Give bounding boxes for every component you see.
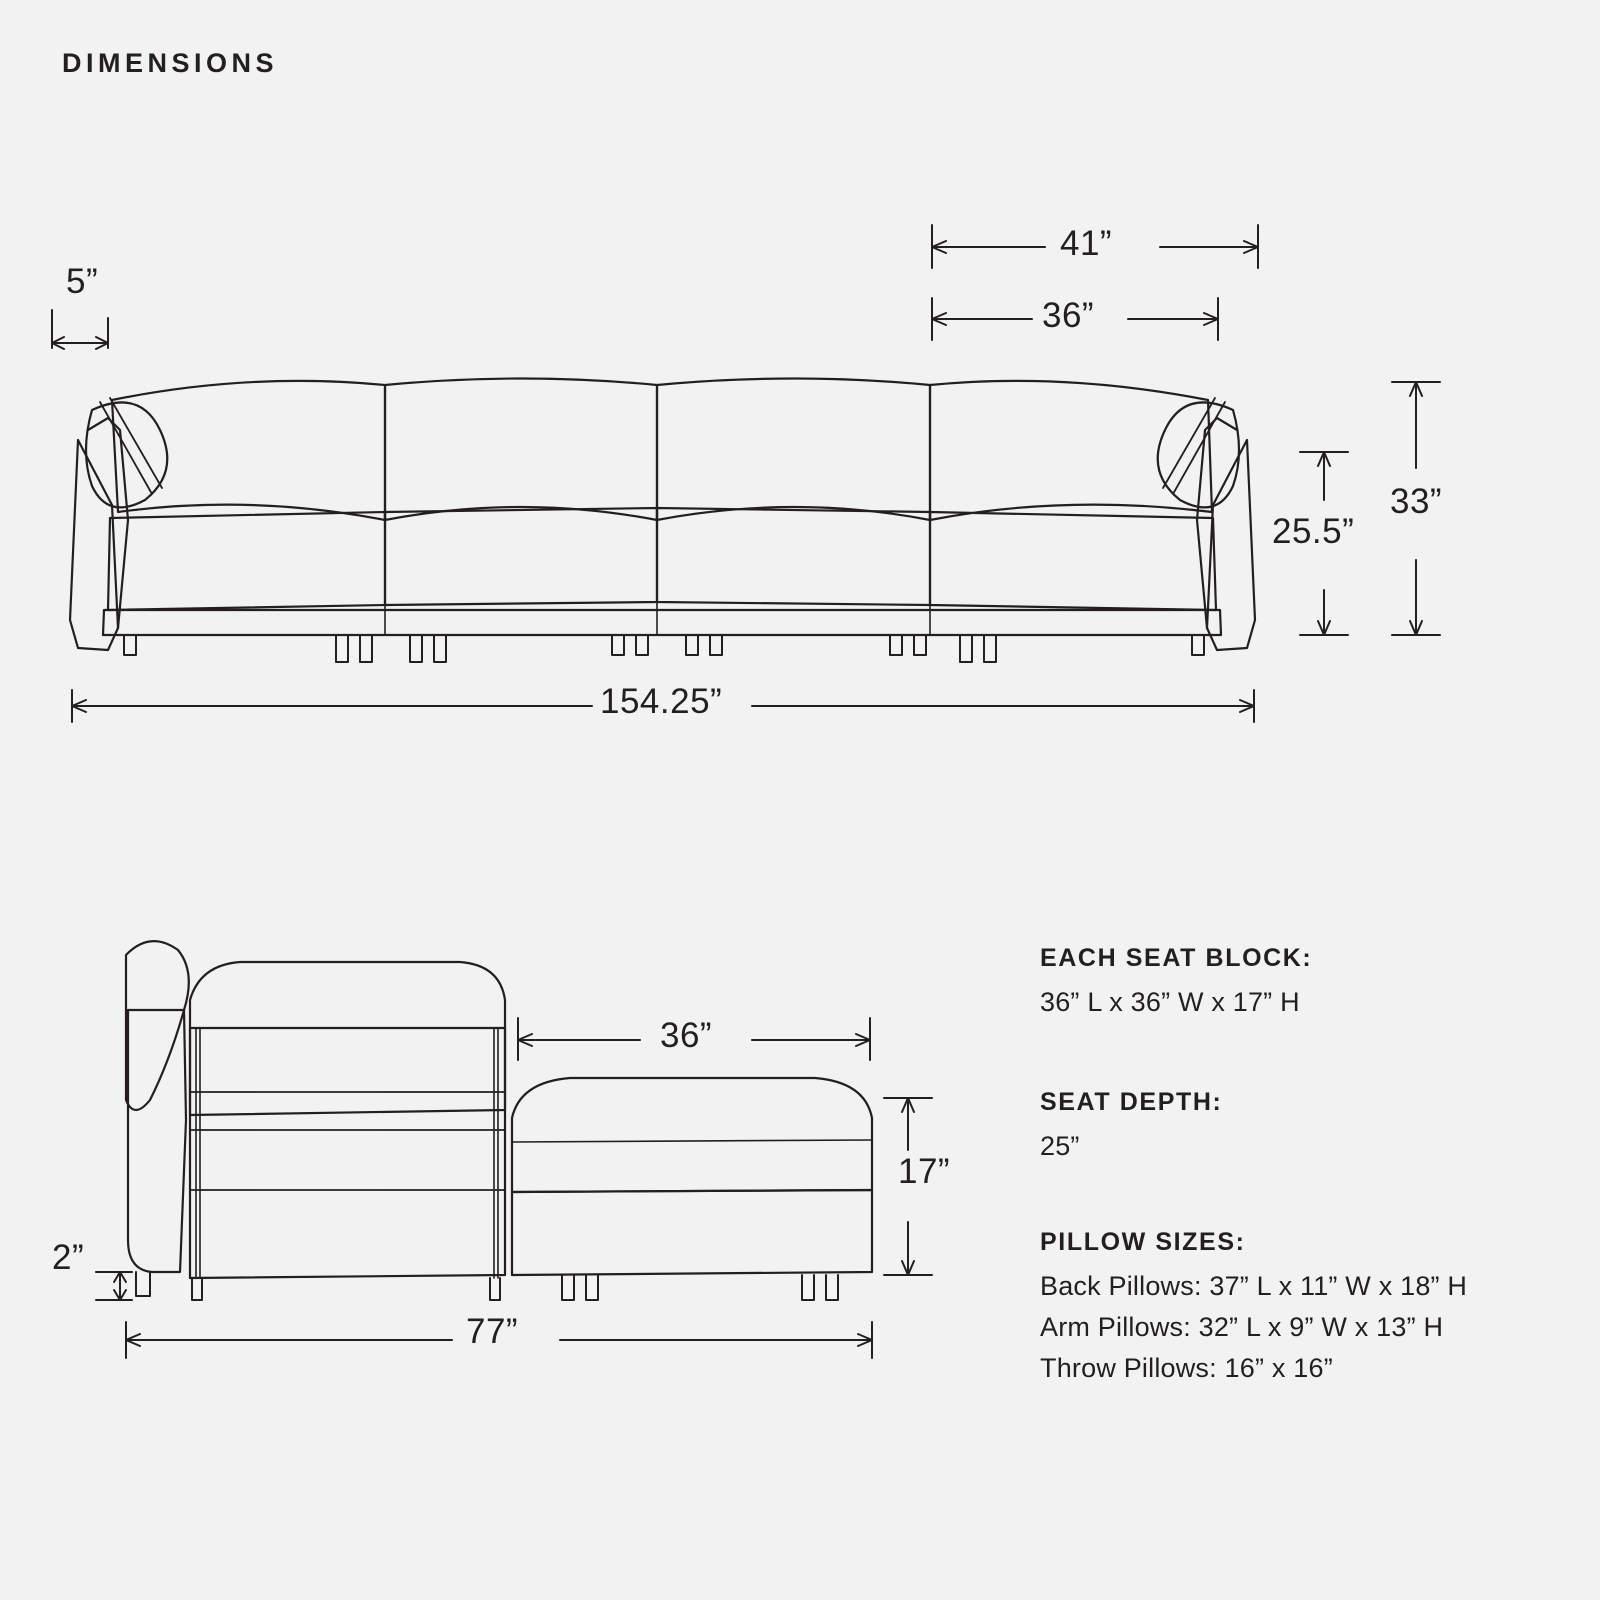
- dim-label-overall-width: 154.25”: [600, 682, 723, 721]
- dim-label-ottoman-length: 36”: [660, 1016, 713, 1055]
- spec-heading-seat-depth: SEAT DEPTH:: [1040, 1088, 1223, 1116]
- spec-block-seat-depth: [1040, 1088, 1222, 1172]
- side-view-sofa: [126, 941, 872, 1300]
- dim-label-module-outer-width: 41”: [1060, 224, 1113, 263]
- dim-label-overall-height: 33”: [1390, 482, 1443, 521]
- spec-line-arm-pillows: Arm Pillows: 32” L x 9” W x 13” H: [1040, 1312, 1444, 1342]
- side-view-dimension-lines: [96, 1018, 932, 1358]
- spec-line-back-pillows: Back Pillows: 37” L x 11” W x 18” H: [1040, 1271, 1468, 1301]
- dim-label-seat-back-height: 25.5”: [1272, 512, 1355, 551]
- page-title: DIMENSIONS: [62, 48, 279, 78]
- spec-line-throw-pillows: Throw Pillows: 16” x 16”: [1040, 1353, 1333, 1383]
- spec-line-seat-depth-1: 25”: [1040, 1131, 1080, 1161]
- dim-label-module-seat-width: 36”: [1042, 296, 1095, 335]
- front-view-sofa: [70, 379, 1255, 663]
- spec-block-pillow-sizes: [1040, 1228, 1467, 1394]
- front-view-dimension-lines: [52, 225, 1443, 722]
- spec-block-seat-block: [1040, 944, 1312, 1028]
- dim-label-overall-depth: 77”: [466, 1312, 519, 1351]
- dim-label-arm-width: 5”: [66, 262, 99, 301]
- spec-heading-seat-block: EACH SEAT BLOCK:: [1040, 944, 1313, 972]
- dim-label-leg-height: 2”: [52, 1238, 85, 1277]
- dim-label-seat-height: 17”: [898, 1152, 951, 1191]
- spec-line-seat-block-1: 36” L x 36” W x 17” H: [1040, 987, 1300, 1017]
- spec-heading-pillow-sizes: PILLOW SIZES:: [1040, 1228, 1246, 1256]
